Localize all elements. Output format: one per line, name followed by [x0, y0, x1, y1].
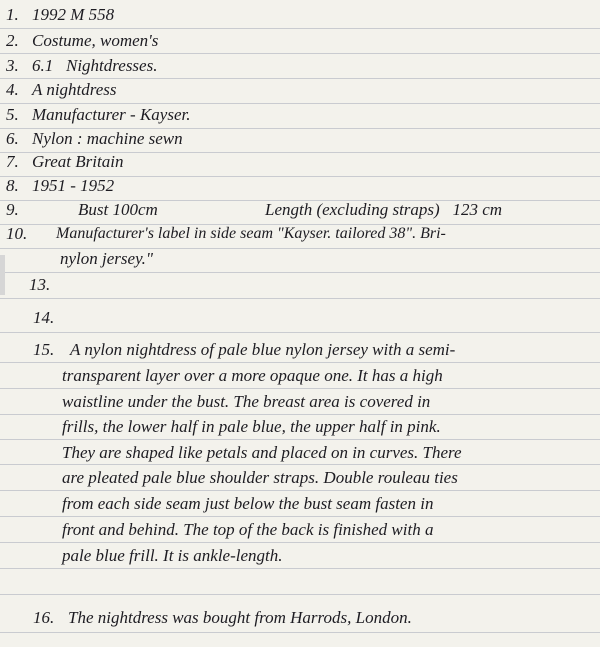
entry-text: nylon jersey." — [60, 249, 154, 268]
entry-text: Manufacturer - Kayser. — [32, 105, 191, 124]
ruled-line — [0, 594, 600, 595]
entry-text: are pleated pale blue shoulder straps. Double rouleau ties — [62, 468, 458, 487]
entry-number: 8. — [6, 176, 19, 195]
entry-text: transparent layer over a more opaque one. It has a high — [62, 366, 443, 385]
entry-number: 5. — [6, 105, 19, 124]
entry-number: 1. — [6, 5, 19, 24]
ruled-line — [0, 542, 600, 543]
ruled-line — [0, 568, 600, 569]
entry-text: A nightdress — [32, 80, 117, 99]
page-edge-shadow — [0, 255, 5, 295]
ruled-line — [0, 516, 600, 517]
entry-number: 16. — [33, 608, 55, 627]
entry-number: 2. — [6, 31, 19, 50]
entry-text: Nylon : machine sewn — [32, 129, 183, 148]
entry-number: 7. — [6, 152, 19, 171]
entry-number: 4. — [6, 80, 19, 99]
ruled-line — [0, 298, 600, 299]
ruled-line — [0, 78, 600, 79]
entry-text: Costume, women's — [32, 31, 159, 50]
ruled-line — [0, 272, 600, 273]
ruled-line — [0, 439, 600, 440]
entry-number: 10. — [6, 224, 28, 243]
ruled-line — [0, 414, 600, 415]
entry-text: 6.1 Nightdresses. — [32, 56, 158, 75]
entry-text: 1992 M 558 — [32, 5, 115, 24]
ruled-line — [0, 53, 600, 54]
ruled-line — [0, 632, 600, 633]
entry-number: 3. — [6, 56, 19, 75]
entry-text: front and behind. The top of the back is finished with a — [62, 520, 434, 539]
entry-text: waistline under the bust. The breast area is covered in — [62, 392, 431, 411]
entry-text: The nightdress was bought from Harrods, London. — [68, 608, 412, 627]
entry-text: pale blue frill. It is ankle-length. — [62, 546, 283, 565]
entry-number: 13. — [29, 275, 51, 294]
entry-text: frills, the lower half in pale blue, the upper half in pink. — [62, 417, 441, 436]
ruled-line — [0, 103, 600, 104]
entry-text: Manufacturer's label in side seam "Kayser. tailored 38". Bri- — [56, 225, 446, 242]
entry-number: 6. — [6, 129, 19, 148]
entry-text-length: Length (excluding straps) 123 cm — [265, 200, 503, 219]
entry-text: 1951 - 1952 — [32, 176, 115, 195]
entry-number: 9. — [6, 200, 19, 219]
entry-text: Great Britain — [32, 152, 124, 171]
ruled-line — [0, 332, 600, 333]
ruled-line — [0, 388, 600, 389]
ruled-line — [0, 28, 600, 29]
ruled-line — [0, 362, 600, 363]
entry-text: Bust 100cm — [78, 200, 158, 219]
ruled-line — [0, 490, 600, 491]
entry-number: 15. — [33, 340, 55, 359]
entry-text: from each side seam just below the bust seam fasten in — [62, 494, 434, 513]
entry-text: A nylon nightdress of pale blue nylon jersey with a semi- — [70, 340, 456, 359]
entry-text: They are shaped like petals and placed on in curves. There — [62, 443, 462, 462]
ruled-line — [0, 464, 600, 465]
entry-number: 14. — [33, 308, 55, 327]
